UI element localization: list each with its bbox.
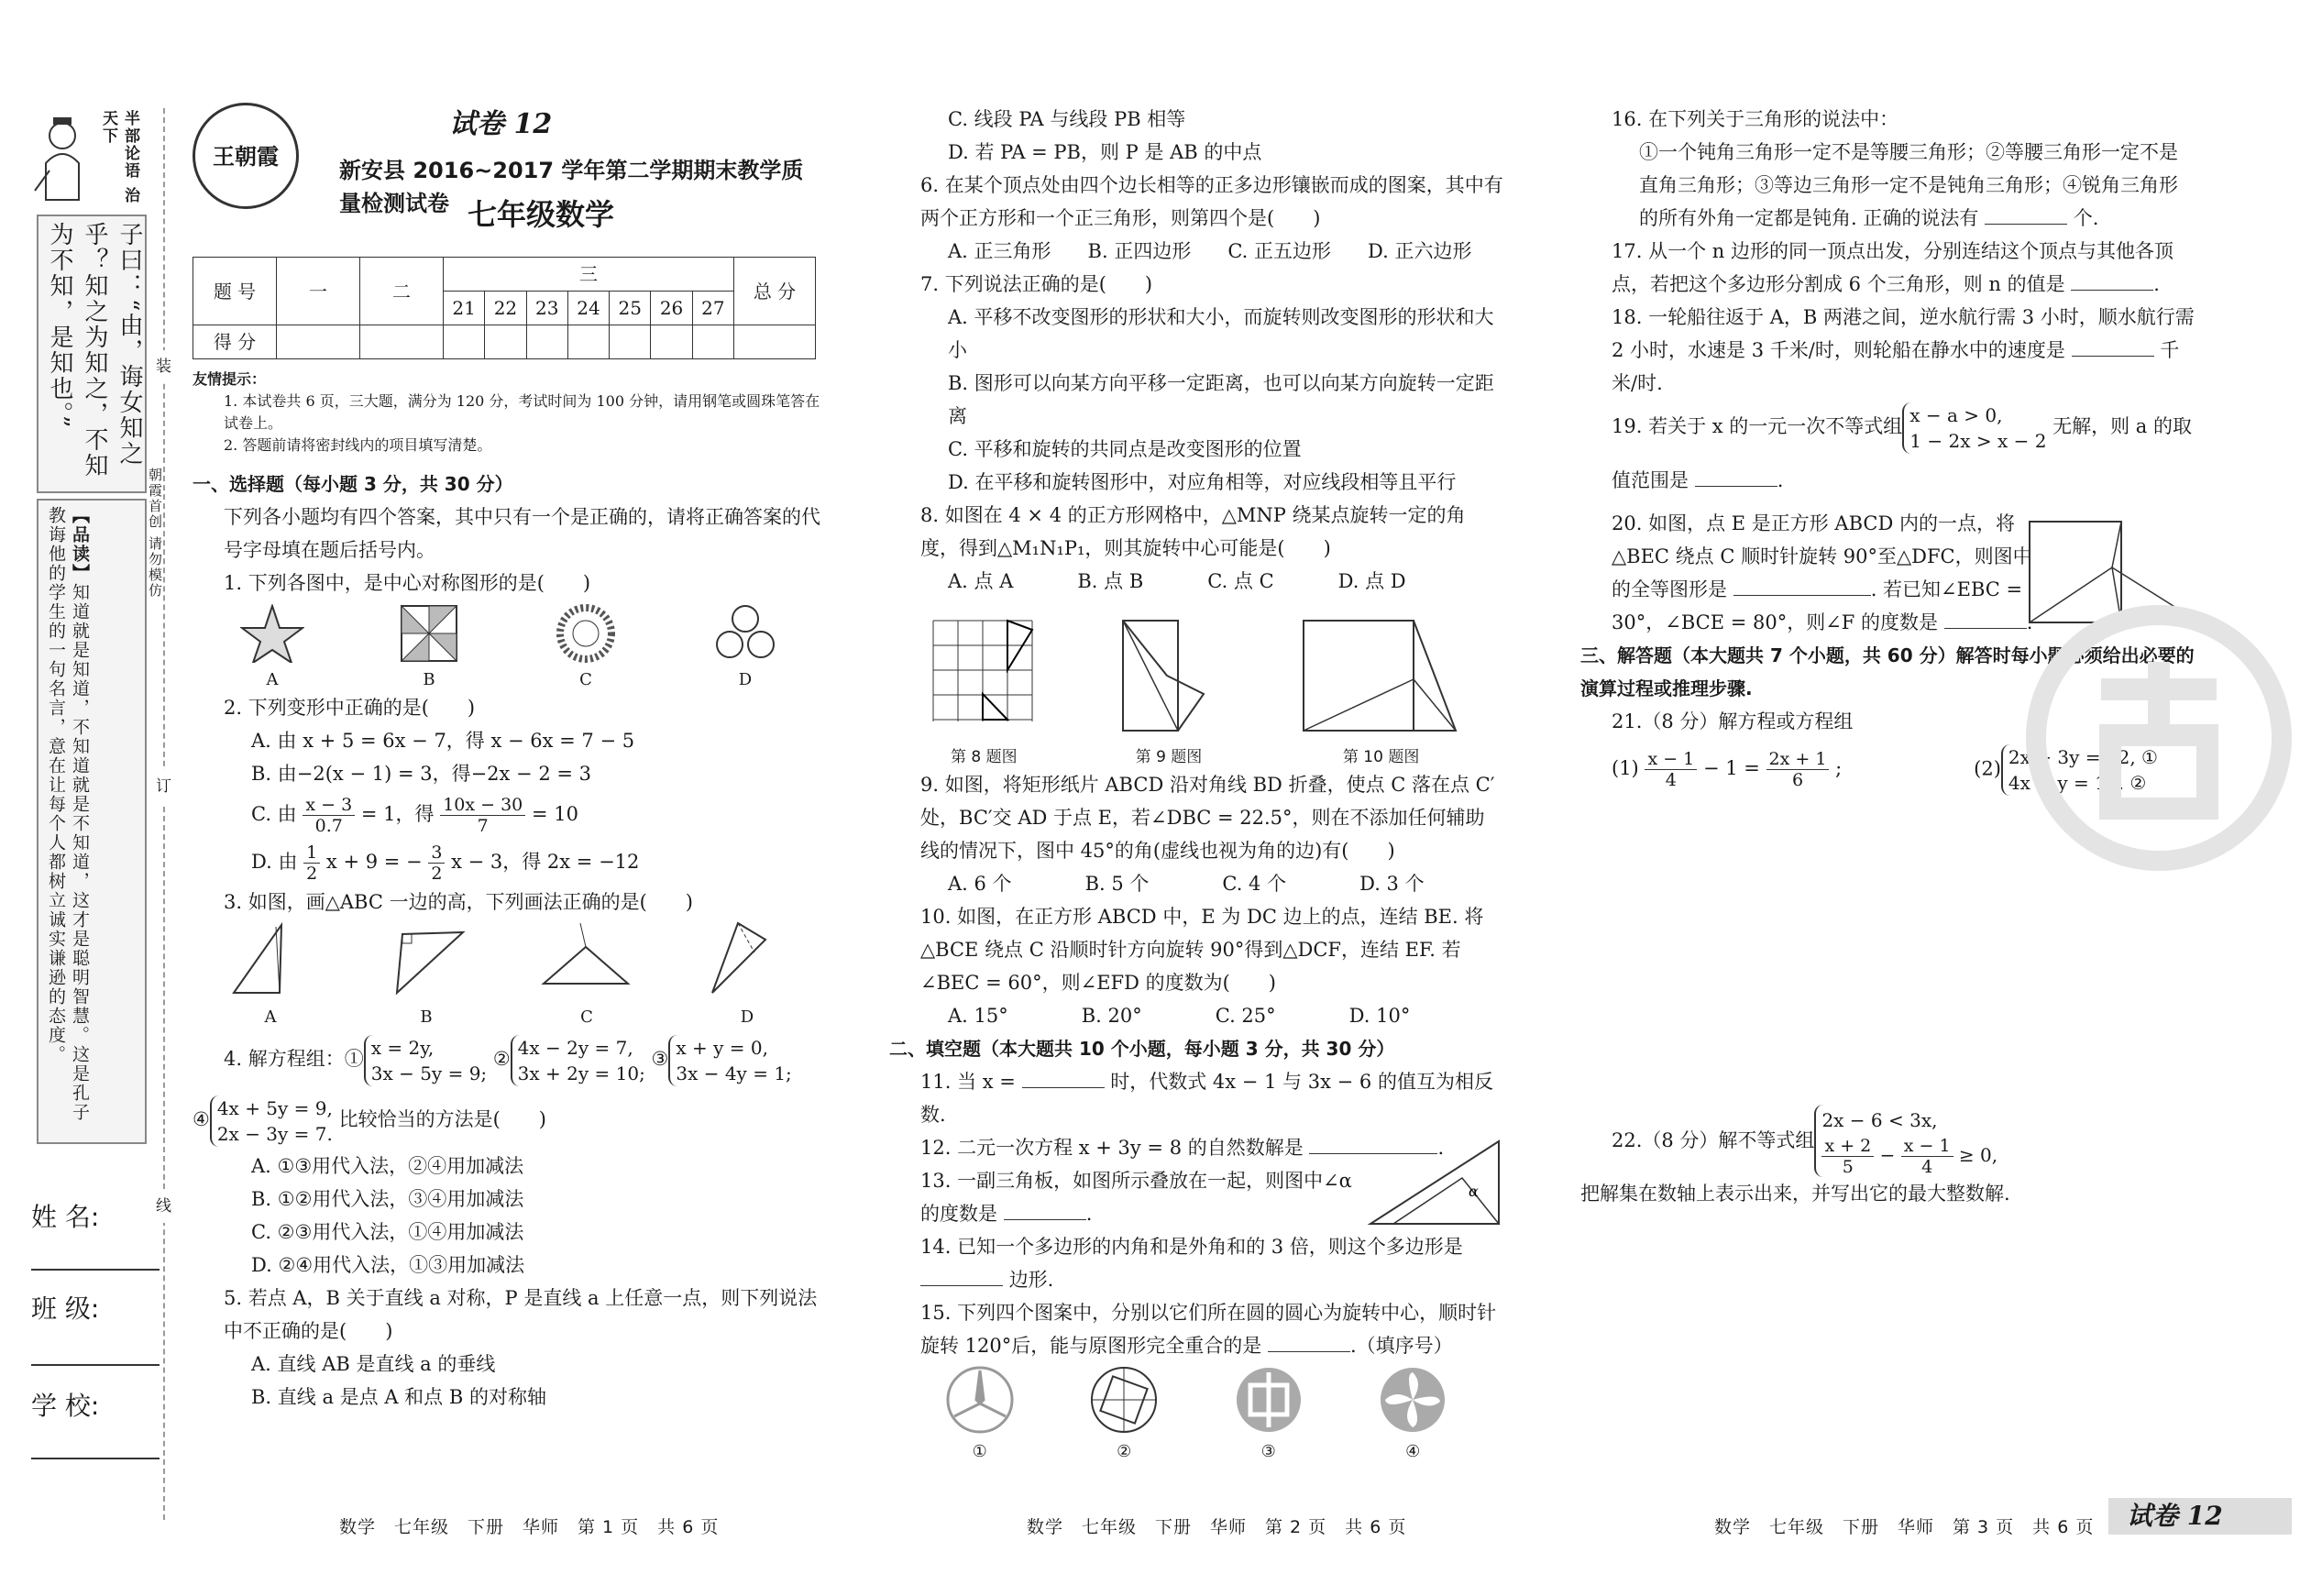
q1-figures [193, 600, 825, 691]
q21-eq1: 2x + 3y = 12, ① [2008, 745, 2158, 768]
q2c-post: = 10 [531, 803, 578, 825]
q5-option-d: D. 若 PA = PB，则 P 是 AB 的中点 [948, 141, 1262, 163]
q2d-den-2: 2 [431, 864, 443, 884]
q17 [1580, 235, 2195, 301]
q3-fig-b [380, 916, 472, 1029]
score-cell[interactable] [651, 325, 692, 359]
q19 [1580, 400, 2195, 507]
q1-stem: 1. 下列各图中，是中心对称图形的是( ) [224, 572, 591, 594]
seal-mark-2: 订 [156, 770, 171, 803]
q3-label-a: A [264, 1007, 277, 1027]
score-cell[interactable] [567, 325, 609, 359]
q7-stem: 7. 下列说法正确的是( ) [920, 273, 1153, 295]
q10-option-d: D. 10° [1348, 1005, 1411, 1027]
q4-pre: 4. 解方程组：① [224, 1048, 364, 1070]
q4-mark-2: ② [492, 1048, 511, 1070]
brand-slogan: 半部论语 治天下 [99, 110, 139, 204]
q4-option-a: A. ①③用代入法，②④用加减法 [251, 1155, 524, 1177]
q6-options [889, 235, 1503, 268]
score-row-label: 得 分 [193, 325, 277, 359]
q2c-mid: = 1，得 [360, 803, 435, 825]
score-sub-27: 27 [692, 292, 733, 325]
section-3-title: 三、解答题（本大题共 7 个小题，共 60 分）解答时每小题必须给出必要的演算过程或推理步骤. [1580, 644, 2195, 699]
q1-fig-c [554, 604, 618, 691]
confucius-quote: 子曰：“由，诲女知之乎？知之为知之，不知为不知，是知也。” [46, 222, 143, 479]
q3-figures [193, 919, 825, 1029]
score-col-1: 一 [277, 258, 360, 325]
exam-title: 新安县 2016~2017 学年第二学期期末教学质量检测试卷 [339, 158, 804, 216]
q6-stem: 6. 在某个顶点处由四个边长相等的正多边形镶嵌而成的图案，其中有两个正方形和一个正三角形，则第四个是( ) [920, 174, 1503, 229]
q4-s2-eq1: 4x − 2y = 7, [517, 1036, 633, 1059]
score-table [193, 257, 816, 359]
q22-pre: 22.（8 分）解不等式组 [1612, 1129, 1815, 1151]
q1-fig-d [713, 604, 777, 691]
q2d-frac-1 [303, 842, 320, 884]
subject-title: 七年级数学 [468, 197, 615, 232]
q5-stem: 5. 若点 A，B 关于直线 a 对称，P 是直线 a 上任意一点，则下列说法中不正确的是( ) [224, 1287, 818, 1342]
q4-s3-eq1: x + y = 0, [676, 1036, 768, 1059]
q4-s4-eq2: 2x − 3y = 7. [216, 1122, 333, 1145]
q14-pre: 14. 已知一个多边形的内角和是外角和的 3 倍，则这个多边形是 [920, 1236, 1463, 1258]
seal-line [163, 108, 165, 1520]
q9-stem: 9. 如图，将矩形纸片 ABCD 沿对角线 BD 折叠，使点 C 落在点 C′处，BC′交 AD 于点 E，若∠DBC = 22.5°，则在不添加任何辅助线的情况下，图中 45°的角(虚线也视为角的边)有( ) [920, 774, 1495, 862]
section-2-title: 二、填空题（本大题共 10 个小题，每小题 3 分，共 30 分） [889, 1038, 1395, 1060]
q21-num-1: x − 1 [1645, 749, 1697, 770]
q19-blank[interactable] [1695, 466, 1777, 487]
q10-stem: 10. 如图，在正方形 ABCD 中，E 为 DC 边上的点，连结 BE. 将△BCE 绕点 C 沿顺时针方向旋转 90°得到△DCF，连结 EF. 若∠BEC = 60°，则∠EFD 的度数为( ) [920, 906, 1484, 994]
q21-stem: 21.（8 分）解方程或方程组 [1612, 710, 1854, 732]
q9-option-a: A. 6 个 [948, 873, 1012, 895]
q2d-num-2: 3 [428, 842, 445, 864]
q18-pre: 18. 一轮船往返于 A，B 两港之间，逆水航行需 3 小时，顺水航行需 2 小时，水速是 3 千米/时，则轮船在静水中的速度是 [1612, 306, 2195, 361]
section-1-title: 一、选择题（每小题 3 分，共 30 分） [193, 473, 513, 495]
reading-box [37, 499, 147, 1144]
score-cell[interactable] [610, 325, 651, 359]
q8-option-c: C. 点 C [1207, 570, 1274, 592]
q2c-num-2: 10x − 30 [440, 795, 525, 816]
school-field[interactable] [31, 1456, 160, 1459]
q21-p2-label: (2) [1974, 757, 2001, 779]
q17-blank[interactable] [2071, 270, 2153, 291]
q1-label-c: C [579, 670, 592, 689]
fig-9-caption: 第 9 题图 [1135, 748, 1203, 766]
column-2 [889, 103, 1503, 1463]
q15-fig-1 [945, 1365, 1015, 1463]
q21-frac-2 [1766, 749, 1830, 790]
score-cell[interactable] [277, 325, 360, 359]
q10-option-a: A. 15° [948, 1005, 1008, 1027]
q7-option-b: B. 图形可以向某方向平移一定距离，也可以向某方向旋转一定距离 [948, 372, 1494, 427]
q6-option-b: B. 正四边形 [1087, 240, 1192, 262]
q14-post: 边形. [1008, 1269, 1054, 1291]
q2d-post: x − 3，得 2x = −12 [451, 851, 640, 873]
secret-seal-watermark [2026, 605, 2292, 871]
q22-minus: − [1879, 1143, 1896, 1166]
footer-page-1: 数学 七年级 下册 华师 第 1 页 共 6 页 [339, 1517, 720, 1537]
q22 [1580, 1105, 2195, 1177]
q22-eq1: 2x − 6 < 3x, [1821, 1108, 1938, 1131]
q17-post: . [2153, 273, 2160, 295]
fig-10-caption: 第 10 题图 [1342, 748, 1420, 766]
q18 [1580, 301, 2195, 400]
q2d-mid: x + 9 = − [325, 851, 423, 873]
score-cell[interactable] [444, 325, 485, 359]
q15-pre: 15. 下列四个图案中，分别以它们所在圆的圆心为旋转中心，顺时针旋转 120°后，能与原图形完全重合的是 [920, 1302, 1497, 1357]
score-sub-24: 24 [567, 292, 609, 325]
q21-den-1: 4 [1665, 770, 1677, 790]
score-cell[interactable] [734, 325, 816, 359]
q14-blank[interactable] [920, 1265, 1003, 1286]
class-label: 班 级: [31, 1293, 100, 1324]
q21-den-2: 6 [1791, 770, 1804, 790]
q4-option-b: B. ①②用代入法，③④用加减法 [251, 1188, 524, 1210]
q8-option-d: D. 点 D [1337, 570, 1406, 592]
q2-stem: 2. 下列变形中正确的是( ) [224, 697, 476, 719]
q9-options [889, 867, 1503, 900]
seal-mark-1: 装 [156, 350, 171, 383]
q4-system-4 [210, 1095, 333, 1147]
brand-logo [193, 103, 299, 209]
score-cell[interactable] [526, 325, 567, 359]
q15-blank[interactable] [1268, 1331, 1350, 1352]
q3-fig-c [536, 916, 637, 1029]
q4-s3-eq2: 3x − 4y = 1; [676, 1062, 792, 1084]
q22-post: 把解集在数轴上表示出来，并写出它的最大整数解. [1580, 1182, 2010, 1205]
q13 [889, 1164, 1503, 1230]
q9-option-d: D. 3 个 [1359, 873, 1425, 895]
q20-blank-2[interactable] [1944, 608, 2027, 629]
fig-8-caption: 第 8 题图 [951, 748, 1018, 766]
score-col-2: 二 [360, 258, 444, 325]
q21-eq2: 4x − y = 10. ② [2008, 771, 2147, 794]
q22-geq: ≥ 0, [1958, 1143, 1998, 1166]
q8-options [889, 565, 1503, 598]
q4-mark-3: ③ [651, 1048, 669, 1070]
q2c-frac-1 [303, 795, 355, 836]
q4-stem [193, 1029, 825, 1089]
q4-option-c: C. ②③用代入法，①④用加减法 [251, 1221, 524, 1243]
q19-post: . [1777, 468, 1784, 491]
q2c-pre: C. 由 [251, 803, 297, 825]
q10-options [889, 999, 1503, 1032]
q11-post: 时，代数式 4x − 1 与 3x − 6 的值互为相反数. [920, 1071, 1493, 1126]
score-cell[interactable] [692, 325, 733, 359]
q5-option-b: B. 直线 a 是点 A 和点 B 的对称轴 [251, 1386, 546, 1408]
q8-stem: 8. 如图在 4 × 4 的正方形网格中，△MNP 绕某点旋转一定的角度，得到△M₁N₁P₁，则其旋转中心可能是( ) [920, 504, 1466, 559]
q21-p1-label: (1) [1612, 757, 1639, 779]
q1-fig-b [400, 604, 458, 691]
q22-frac-1 [1821, 1136, 1874, 1177]
q1-label-b: B [423, 670, 435, 689]
score-sub-22: 22 [485, 292, 526, 325]
q13-post: . [1085, 1203, 1093, 1225]
name-field[interactable] [31, 1267, 160, 1271]
q2-option-b: B. 由−2(x − 1) = 3，得−2x − 2 = 3 [251, 763, 591, 785]
q6-option-c: C. 正五边形 [1227, 240, 1331, 262]
fig-8 [924, 611, 1043, 768]
q12-pre: 12. 二元一次方程 x + 3y = 8 的自然数解是 [920, 1137, 1304, 1159]
logo-text: 王朝霞 [213, 143, 279, 170]
section-1-intro: 下列各小题均有四个答案，其中只有一个是正确的，请将正确答案的代号字母填在题后括号内。 [224, 506, 820, 561]
q15-figures [889, 1362, 1503, 1463]
q3-fig-a [225, 916, 316, 1029]
q20-pre: 20. 如图，点 E 是正方形 ABCD 内的一点，将△BEC 绕点 C 顺时针旋转 90°至△DFC，则图中的全等图形是 [1612, 512, 2032, 600]
q3-label-b: B [420, 1007, 433, 1027]
q22-den-1: 5 [1842, 1156, 1854, 1177]
score-sub-23: 23 [526, 292, 567, 325]
q15-fig-3 [1234, 1365, 1304, 1463]
q8-option-b: B. 点 B [1077, 570, 1144, 592]
q15-label-3: ③ [1260, 1442, 1276, 1461]
q15-label-1: ① [972, 1442, 987, 1461]
q2c-frac-2 [440, 795, 525, 836]
q15-label-4: ④ [1405, 1442, 1421, 1461]
q5-option-c: C. 线段 PA 与线段 PB 相等 [948, 108, 1186, 130]
q6-option-a: A. 正三角形 [948, 240, 1051, 262]
q18-post: 千米/时. [1612, 339, 2180, 394]
q14 [889, 1230, 1503, 1296]
q4-s4-eq1: 4x + 5y = 9, [216, 1096, 333, 1119]
q8-option-a: A. 点 A [948, 570, 1014, 592]
q11-pre: 11. 当 x = [920, 1071, 1016, 1093]
pindu-text: 知道就是知道，不知道就是不知道，这才是聪明智慧。这是孔子教诲他的学生的一句名言，意在让每个人都树立诚实谦逊的态度。 [46, 506, 90, 1122]
paper-number: 试卷 12 [449, 108, 553, 140]
exam-header [193, 103, 825, 249]
q21-mid: − 1 = [1702, 757, 1760, 779]
q22-system [1814, 1105, 1997, 1177]
footer-page-3: 数学 七年级 下册 华师 第 3 页 共 6 页 [1714, 1517, 2095, 1537]
q20-post: . [2026, 611, 2033, 633]
q11-blank[interactable] [1022, 1067, 1105, 1088]
tips-title: 友情提示： [193, 370, 267, 388]
seal-mark-3: 线 [156, 1190, 171, 1223]
copyright-note: 朝霞首创 请勿模仿 [147, 468, 163, 599]
score-cell[interactable] [360, 325, 444, 359]
q19-eq1: x − a > 0, [1909, 403, 2003, 426]
q10-option-c: C. 25° [1215, 1005, 1276, 1027]
q6-option-d: D. 正六边形 [1368, 240, 1472, 262]
q13-figure [1366, 1137, 1503, 1228]
q2-option-d [193, 838, 825, 886]
q19-pre: 19. 若关于 x 的一元一次不等式组 [1612, 415, 1903, 437]
q22-frac-2 [1901, 1136, 1953, 1177]
q8-q10-figures [889, 598, 1503, 768]
q9-option-c: C. 4 个 [1222, 873, 1287, 895]
q10-option-b: B. 20° [1081, 1005, 1142, 1027]
score-col-3: 三 [444, 258, 734, 292]
q2d-den-1: 2 [306, 864, 318, 884]
q13-alpha: α [1469, 1183, 1479, 1200]
q16-body [1580, 136, 2195, 235]
name-label: 姓 名: [31, 1202, 100, 1232]
q16-post: 个. [2073, 207, 2099, 229]
q4-system-1 [364, 1035, 487, 1086]
pindu-label: 【品读】 [70, 506, 90, 583]
school-label: 学 校: [31, 1391, 100, 1421]
q2d-num-1: 1 [303, 842, 320, 864]
q3-fig-d [701, 916, 793, 1029]
score-header-label: 题 号 [193, 258, 277, 325]
q15-post: .（填序号） [1349, 1335, 1453, 1357]
q7-option-a: A. 平移不改变图形的形状和大小，而旋转则改变图形的形状和大小 [948, 306, 1494, 361]
fig-9 [1114, 611, 1224, 768]
q21-part-1 [1612, 749, 1842, 790]
q16-blank[interactable] [1985, 204, 2067, 225]
q21-frac-1 [1645, 749, 1697, 790]
q5-option-a: A. 直线 AB 是直线 a 的垂线 [251, 1353, 496, 1375]
q4-system-2 [511, 1035, 645, 1086]
q16-stem: 16. 在下列关于三角形的说法中： [1612, 108, 1899, 130]
q22-num-1: x + 2 [1821, 1136, 1874, 1157]
q11 [889, 1065, 1503, 1131]
q13-pre: 13. 一副三角板，如图所示叠放在一起，则图中∠α 的度数是 [920, 1170, 1352, 1225]
q16-body-text: ①一个钝角三角形一定不是等腰三角形；②等腰三角形一定不是直角三角形；③等边三角形一定不是钝角三角形；④锐角三角形的所有外角一定都是钝角. 正确的说法有 [1639, 141, 2178, 229]
column-1 [193, 103, 825, 1414]
q2d-frac-2 [428, 842, 445, 884]
fig-10 [1294, 611, 1469, 768]
footer-paper-tag: 试卷 12 [2127, 1501, 2223, 1531]
q7-option-d: D. 在平移和旋转图形中，对应角相等，对应线段相等且平行 [948, 471, 1457, 493]
q4-system-3 [668, 1035, 791, 1086]
q20-mid: . 若已知∠EBC = 30°，∠BCE = 80°，则∠F 的度数是 [1612, 578, 2023, 633]
tips [193, 369, 825, 457]
q2d-pre: D. 由 [251, 851, 298, 873]
score-sub-25: 25 [610, 292, 651, 325]
footer-page-2: 数学 七年级 下册 华师 第 2 页 共 6 页 [1027, 1517, 1407, 1537]
q1-label-a: A [266, 670, 279, 689]
q18-blank[interactable] [2072, 336, 2154, 357]
q1-label-d: D [738, 670, 753, 689]
q21-end: ; [1835, 757, 1843, 779]
q15-label-2: ② [1117, 1442, 1132, 1461]
q17-pre: 17. 从一个 n 边形的同一顶点出发，分别连结这个顶点与其他各顶点，若把这个多边形分割成 6 个三角形，则 n 的值是 [1612, 240, 2173, 295]
q1-fig-a [240, 604, 304, 691]
q4-s1-eq2: 3x − 5y = 9; [370, 1062, 488, 1084]
q15-fig-2 [1089, 1365, 1159, 1463]
q4-s1-eq1: x = 2y, [370, 1036, 435, 1059]
q22-den-2: 4 [1921, 1156, 1933, 1177]
q15 [889, 1296, 1503, 1362]
score-cell[interactable] [485, 325, 526, 359]
q12-post: . [1437, 1137, 1445, 1159]
class-field[interactable] [31, 1362, 160, 1366]
q15-fig-4 [1378, 1365, 1447, 1463]
q4-post: 比较恰当的方法是( ) [338, 1108, 546, 1130]
score-sub-21: 21 [444, 292, 485, 325]
q4-option-d: D. ②④用代入法，①③用加减法 [251, 1254, 525, 1276]
tip-2: 2. 答题前请将密封线内的项目填写清楚。 [224, 436, 492, 454]
q2-option-a: A. 由 x + 5 = 6x − 7，得 x − 6x = 7 − 5 [251, 730, 635, 752]
q19-mid: 无解，则 a 的取值范围是 [1612, 415, 2192, 491]
q3-label-d: D [740, 1007, 754, 1027]
q4-mark-4: ④ [193, 1108, 210, 1130]
q3-stem: 3. 如图，画△ABC 一边的高，下列画法正确的是( ) [224, 891, 693, 913]
score-sub-26: 26 [651, 292, 692, 325]
q9-option-b: B. 5 个 [1084, 873, 1150, 895]
q13-blank[interactable] [1004, 1199, 1086, 1220]
q2c-den-1: 0.7 [314, 816, 343, 836]
q19-system [1902, 402, 2046, 454]
q7-option-c: C. 平移和旋转的共同点是改变图形的位置 [948, 438, 1302, 460]
q19-eq2: 1 − 2x > x − 2 [1909, 429, 2047, 452]
footer-tag-box [2108, 1498, 2292, 1535]
q22-num-2: x − 1 [1901, 1136, 1953, 1157]
q3-label-c: C [580, 1007, 593, 1027]
tip-1: 1. 本试卷共 6 页，三大题，满分为 120 分，考试时间为 100 分钟，请用钢笔或圆珠笔答在试卷上。 [224, 392, 820, 432]
quote-box [37, 215, 147, 493]
q2c-den-2: 7 [477, 816, 489, 836]
q2-option-c [193, 790, 825, 838]
q4-stem-cont [193, 1089, 825, 1150]
q2c-num-1: x − 3 [303, 795, 355, 816]
score-col-total: 总 分 [734, 258, 816, 325]
q20-blank-1[interactable] [1733, 575, 1871, 596]
q4-s2-eq2: 3x + 2y = 10; [517, 1062, 645, 1084]
q21-num-2: 2x + 1 [1766, 749, 1830, 770]
